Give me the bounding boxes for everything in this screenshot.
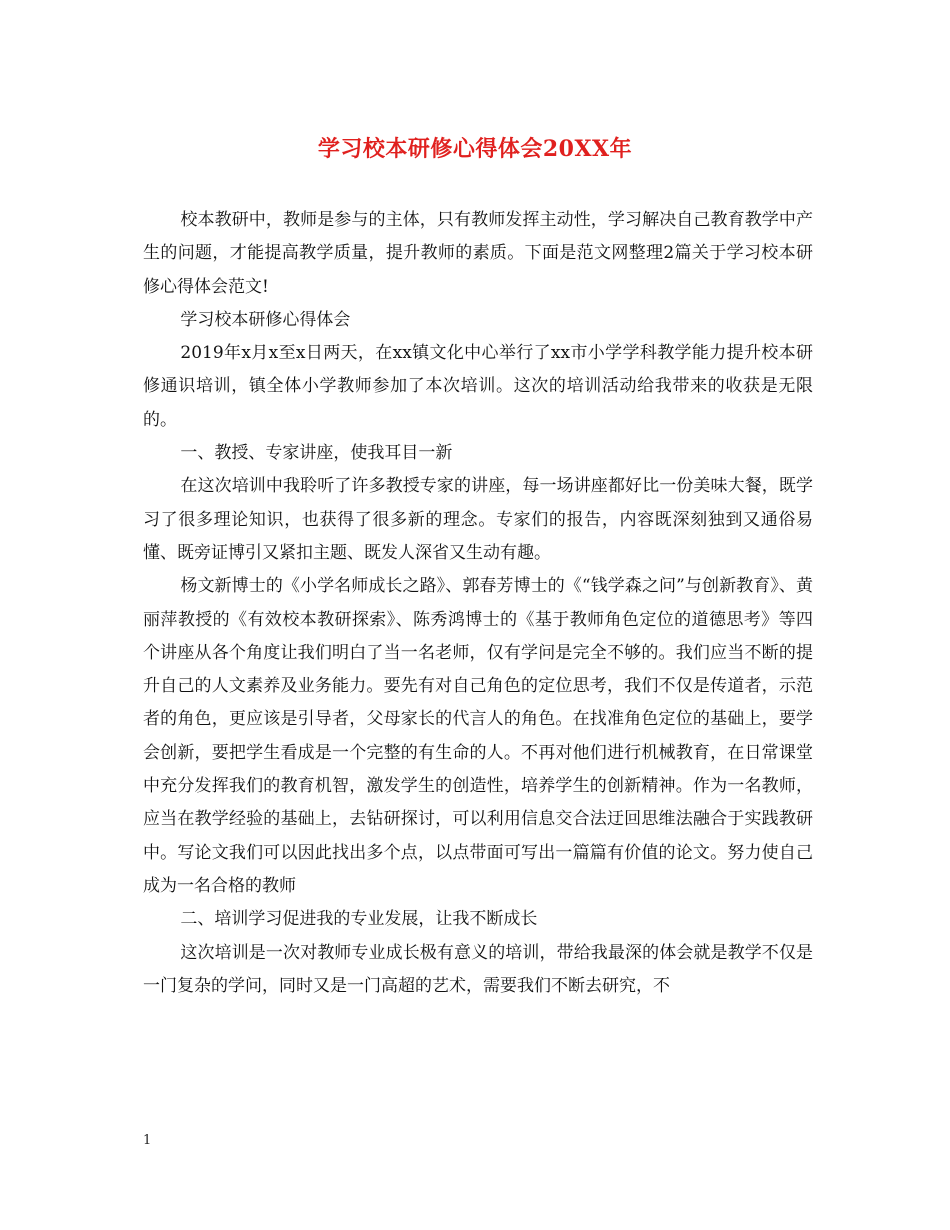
paragraph-intro: 校本教研中，教师是参与的主体，只有教师发挥主动性，学习解决自己教育教学中产生的问题，才能提高教学质量，提升教师的素质。下面是范文网整理2篇关于学习校本研修心得体会范文! [143,210,813,297]
section-heading-2: 二、培训学习促进我的专业发展，让我不断成长 [180,909,538,930]
paragraph-lectures: 在这次培训中我聆听了许多教授专家的讲座，每一场讲座都好比一份美味大餐，既学习了很多理论知识，也获得了很多新的理念。专家们的报告，内容既深刻独到又通俗易懂、既旁证博引又紧扣主题、既发人深省又生动有趣。 [143,476,813,563]
document-title: 学习校本研修心得体会20XX年 [317,136,633,162]
paragraph-training-info: 2019年x月x至x日两天，在xx镇文化中心举行了xx市小学学科教学能力提升校本研修通识培训，镇全体小学教师参加了本次培训。这次的培训活动给我带来的收获是无限的。 [143,343,813,430]
paragraph-lecture-details: 杨文新博士的《小学名师成长之路》、郭春芳博士的《“钱学森之问”与创新教育》、黄丽萍教授的《有效校本教研探索》、陈秀鸿博士的《基于教师角色定位的道德思考》等四个讲座从各个角度让我们明白了当一名老师，仅有学问是完全不够的。我们应当不断的提升自己的人文素养及业务能力。要先有对自己角色的定位思考，我们不仅是传道者，示范者的角色，更应该是引导者，父母家长的代言人的角色。在找准角色定位的基础上，要学会创新，要把学生看成是一个完整的有生命的人。不再对他们进行机械教育，在日常课堂中充分发挥我们的教育机智，激发学生的创造性，培养学生的创新精神。作为一名教师，应当在教学经验的基础上，去钻研探讨，可以利用信息交合法迂回思维法融合于实践教研中。写论文我们可以因此找出多个点，以点带面可写出一篇篇有价值的论文。努力使自己成为一名合格的教师 [143,576,813,896]
section-heading-1: 一、教授、专家讲座，使我耳目一新 [180,443,453,464]
paragraph-professional-growth: 这次培训是一次对教师专业成长极有意义的培训，带给我最深的体会就是教学不仅是一门复杂的学问，同时又是一门高超的艺术，需要我们不断去研究，不 [143,942,813,996]
paragraph-subtitle: 学习校本研修心得体会 [180,309,351,330]
page-number: 1 [143,1133,152,1148]
document-body [143,204,813,1003]
